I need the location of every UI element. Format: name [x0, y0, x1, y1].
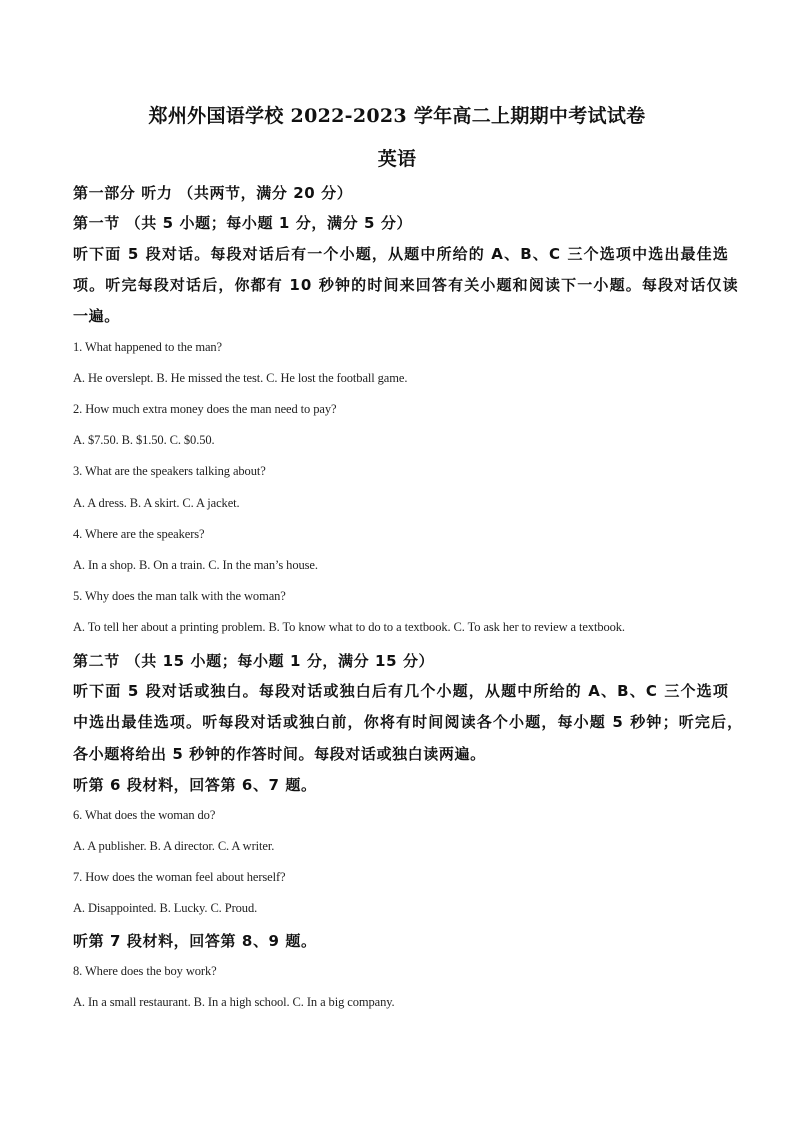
section1-heading: 第一节 （共 5 小题；每小题 1 分，满分 5 分）: [73, 214, 413, 232]
section2-instruction-line: 中选出最佳选项。听每段对话或独白前，你将有时间阅读各个小题，每小题 5 秒钟；听完后，: [73, 713, 744, 731]
material6-heading: 听第 6 段材料，回答第 6、7 题。: [73, 776, 317, 794]
question-stem: 4. Where are the speakers?: [73, 527, 205, 541]
question-options: A. He overslept. B. He missed the test. C. He lost the football game.: [73, 371, 408, 385]
question-options: A. A publisher. B. A director. C. A writer.: [73, 839, 275, 853]
subject-title: 英语: [377, 148, 417, 170]
question-options: A. In a shop. B. On a train. C. In the man’s house.: [73, 558, 318, 572]
section1-instruction-line: 一遍。: [73, 307, 120, 325]
question-stem: 5. Why does the man talk with the woman?: [73, 589, 286, 603]
question-stem: 8. Where does the boy work?: [73, 964, 217, 978]
exam-title: 郑州外国语学校 2022-2023 学年高二上期期中考试试卷: [148, 105, 646, 127]
question-options: A. $7.50. B. $1.50. C. $0.50.: [73, 433, 215, 447]
section2-instruction-line: 听下面 5 段对话或独白。每段对话或独白后有几个小题，从题中所给的 A、B、C 三个选项: [73, 682, 729, 700]
question-stem: 6. What does the woman do?: [73, 808, 216, 822]
part1-heading: 第一部分 听力 （共两节，满分 20 分）: [73, 184, 353, 202]
question-options: A. A dress. B. A skirt. C. A jacket.: [73, 496, 240, 510]
question-stem: 2. How much extra money does the man need to pay?: [73, 402, 337, 416]
section2-instruction-line: 各小题将给出 5 秒钟的作答时间。每段对话或独白读两遍。: [73, 745, 486, 763]
section1-instruction-line: 听下面 5 段对话。每段对话后有一个小题，从题中所给的 A、B、C 三个选项中选出最佳选: [73, 245, 729, 263]
section2-heading: 第二节 （共 15 小题；每小题 1 分，满分 15 分）: [73, 652, 435, 670]
question-options: A. To tell her about a printing problem. B. To know what to do to a textbook. C. To ask her to review a textbook.: [73, 620, 625, 634]
question-options: A. In a small restaurant. B. In a high school. C. In a big company.: [73, 995, 395, 1009]
section1-instruction-line: 项。听完每段对话后，你都有 10 秒钟的时间来回答有关小题和阅读下一小题。每段对话仅读: [73, 276, 739, 294]
question-stem: 7. How does the woman feel about herself?: [73, 870, 286, 884]
material7-heading: 听第 7 段材料，回答第 8、9 题。: [73, 932, 317, 950]
question-options: A. Disappointed. B. Lucky. C. Proud.: [73, 901, 258, 915]
question-stem: 3. What are the speakers talking about?: [73, 464, 266, 478]
question-stem: 1. What happened to the man?: [73, 340, 223, 354]
